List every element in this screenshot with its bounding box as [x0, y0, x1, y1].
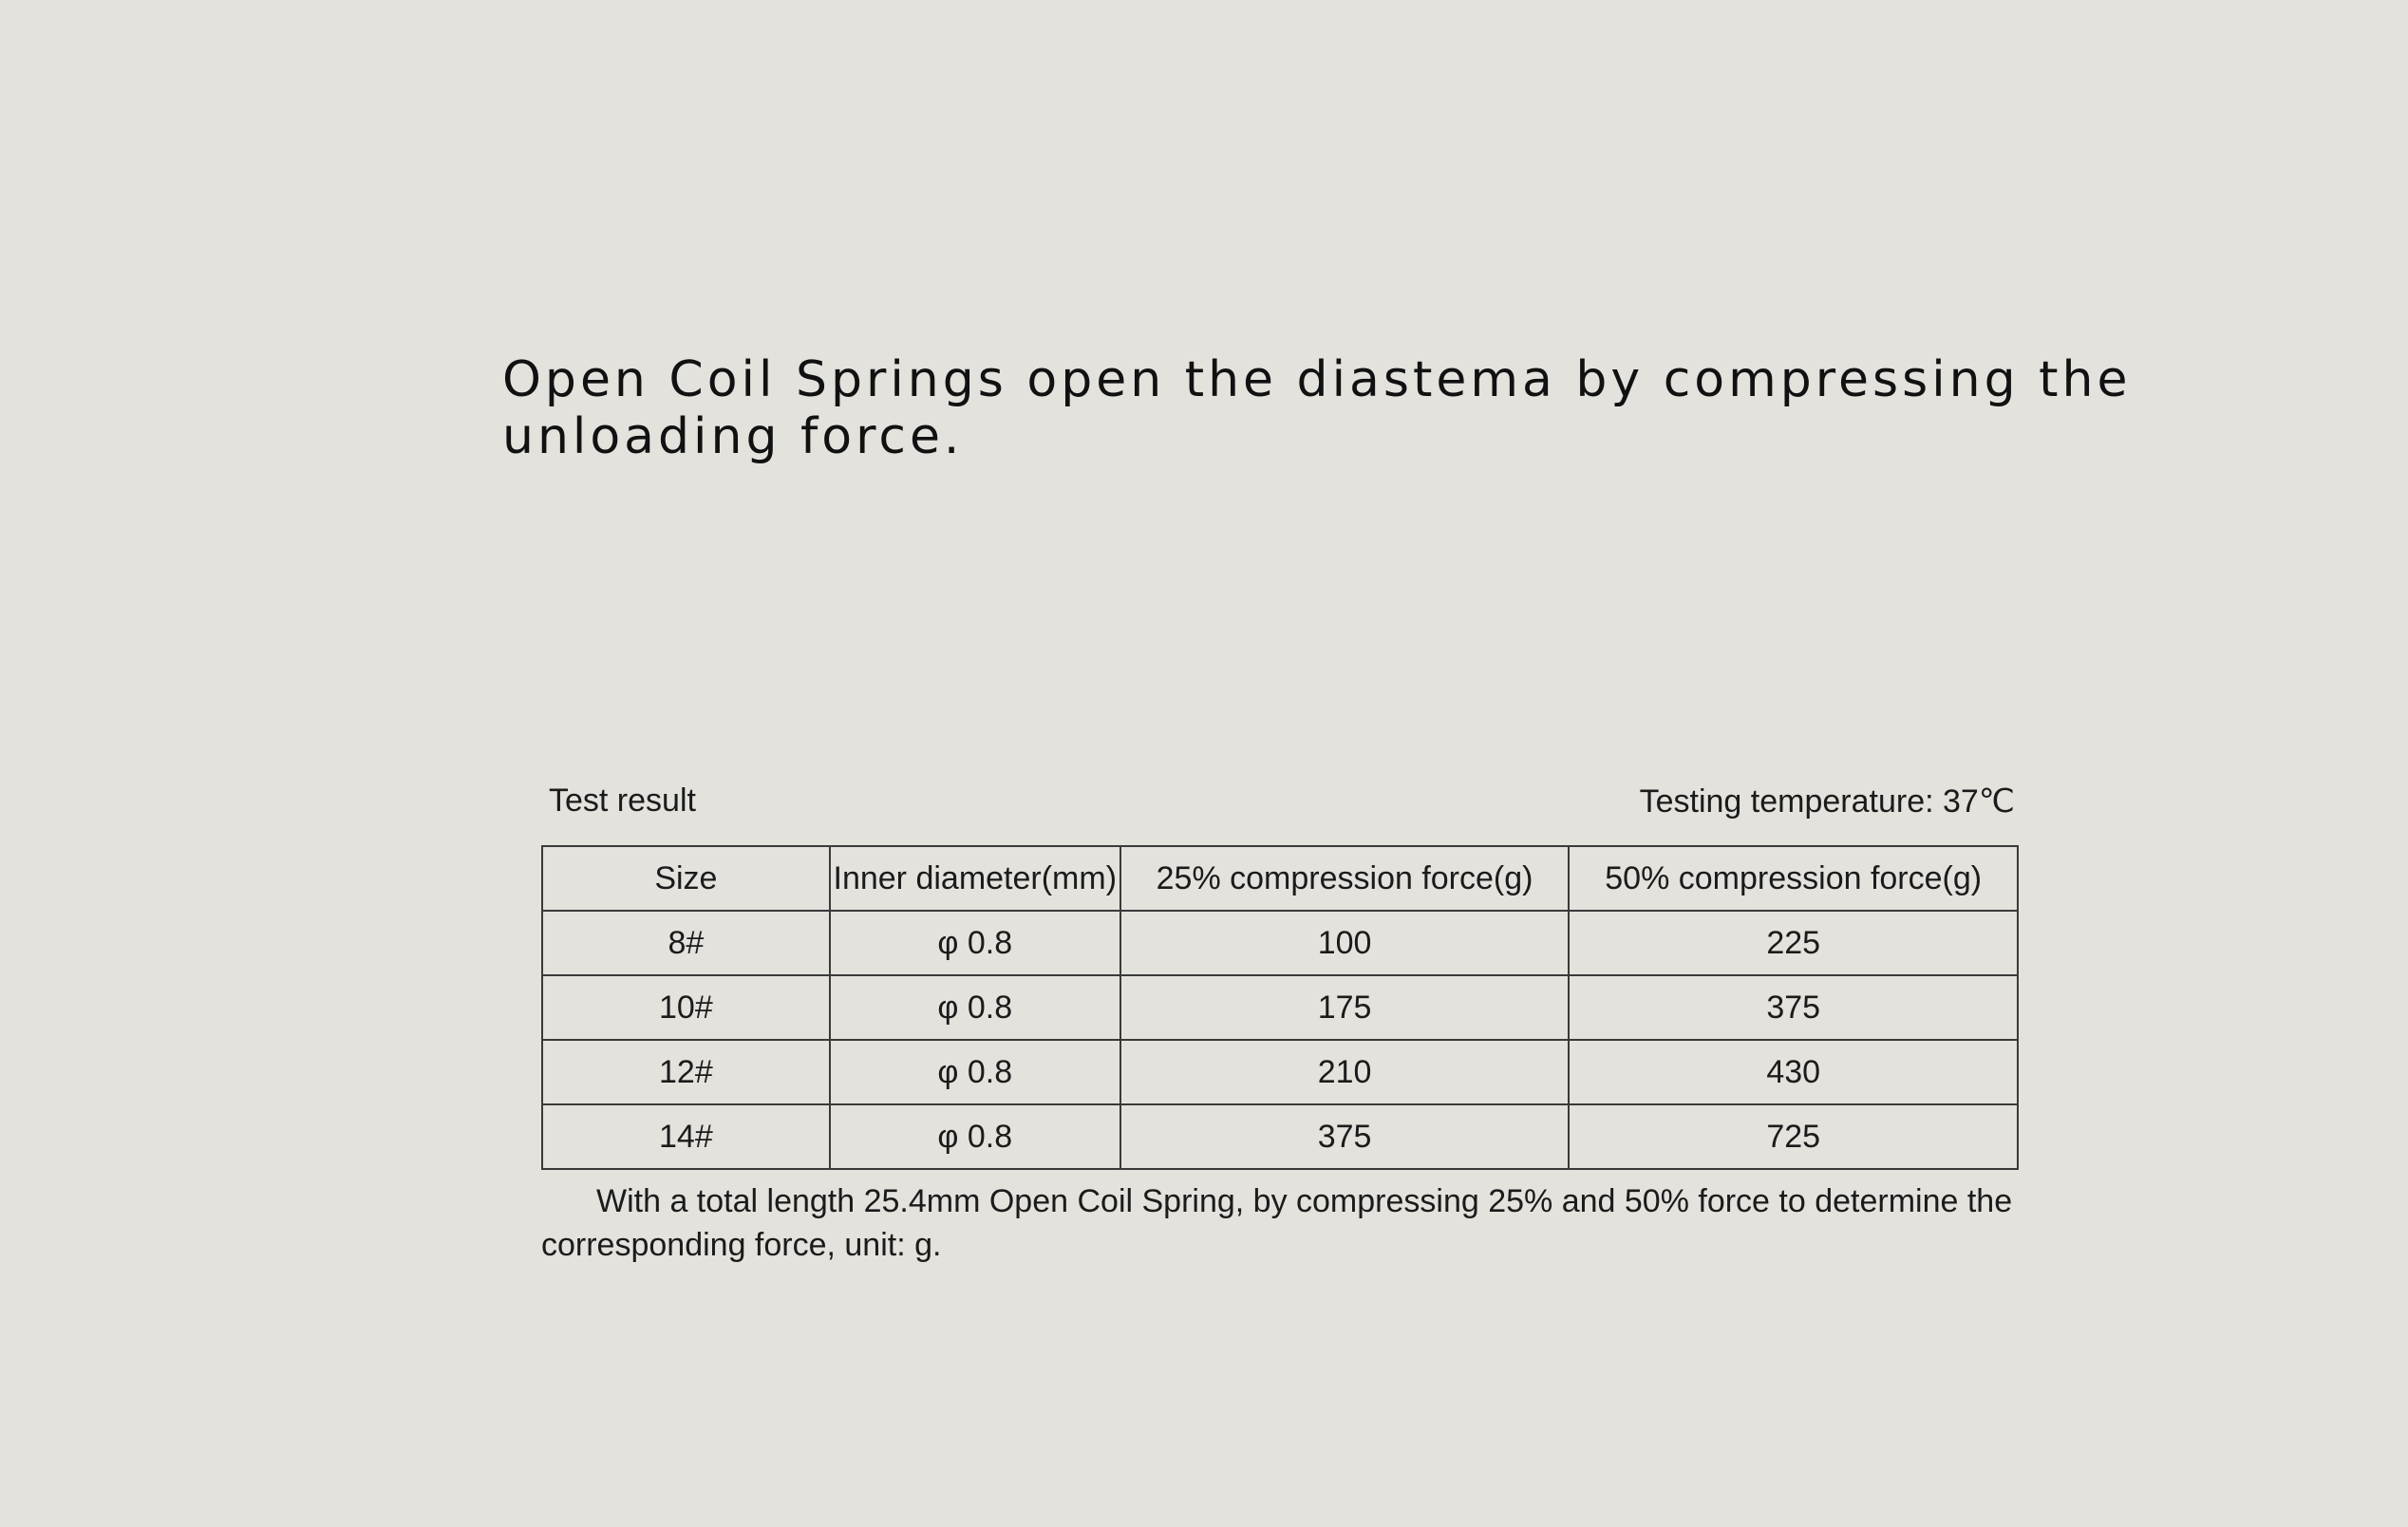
- cell-size: 8#: [542, 911, 830, 975]
- testing-temperature: Testing temperature: 37℃: [1639, 783, 2015, 820]
- cell-25-compression: 210: [1120, 1040, 1570, 1104]
- header-size: Size: [542, 846, 830, 911]
- cell-50-compression: 430: [1569, 1040, 2018, 1104]
- cell-size: 14#: [542, 1104, 830, 1169]
- cell-25-compression: 175: [1120, 975, 1570, 1040]
- header-50-compression: 50% compression force(g): [1569, 846, 2018, 911]
- cell-size: 12#: [542, 1040, 830, 1104]
- cell-inner-diameter: φ 0.8: [830, 911, 1120, 975]
- table-row: [542, 1104, 2018, 1169]
- test-result-label: Test result: [549, 782, 696, 819]
- cell-25-compression: 375: [1120, 1104, 1570, 1169]
- cell-inner-diameter: φ 0.8: [830, 1104, 1120, 1169]
- table-header-row: [542, 846, 2018, 911]
- cell-size: 10#: [542, 975, 830, 1040]
- header-25-compression: 25% compression force(g): [1120, 846, 1570, 911]
- header-inner-diameter: Inner diameter(mm): [830, 846, 1120, 911]
- results-table: [541, 845, 2019, 1170]
- cell-50-compression: 375: [1569, 975, 2018, 1040]
- cell-50-compression: 725: [1569, 1104, 2018, 1169]
- cell-inner-diameter: φ 0.8: [830, 1040, 1120, 1104]
- cell-25-compression: 100: [1120, 911, 1570, 975]
- table-row: [542, 1040, 2018, 1104]
- cell-50-compression: 225: [1569, 911, 2018, 975]
- page-headline: Open Coil Springs open the diastema by compressing the unloading force.: [502, 351, 2132, 465]
- cell-inner-diameter: φ 0.8: [830, 975, 1120, 1040]
- table-row: [542, 975, 2018, 1040]
- table-row: [542, 911, 2018, 975]
- table-caption-row: [541, 782, 2015, 824]
- table-footnote: With a total length 25.4mm Open Coil Spring, by compressing 25% and 50% force to determine the corresponding force, unit: g.: [541, 1183, 2013, 1263]
